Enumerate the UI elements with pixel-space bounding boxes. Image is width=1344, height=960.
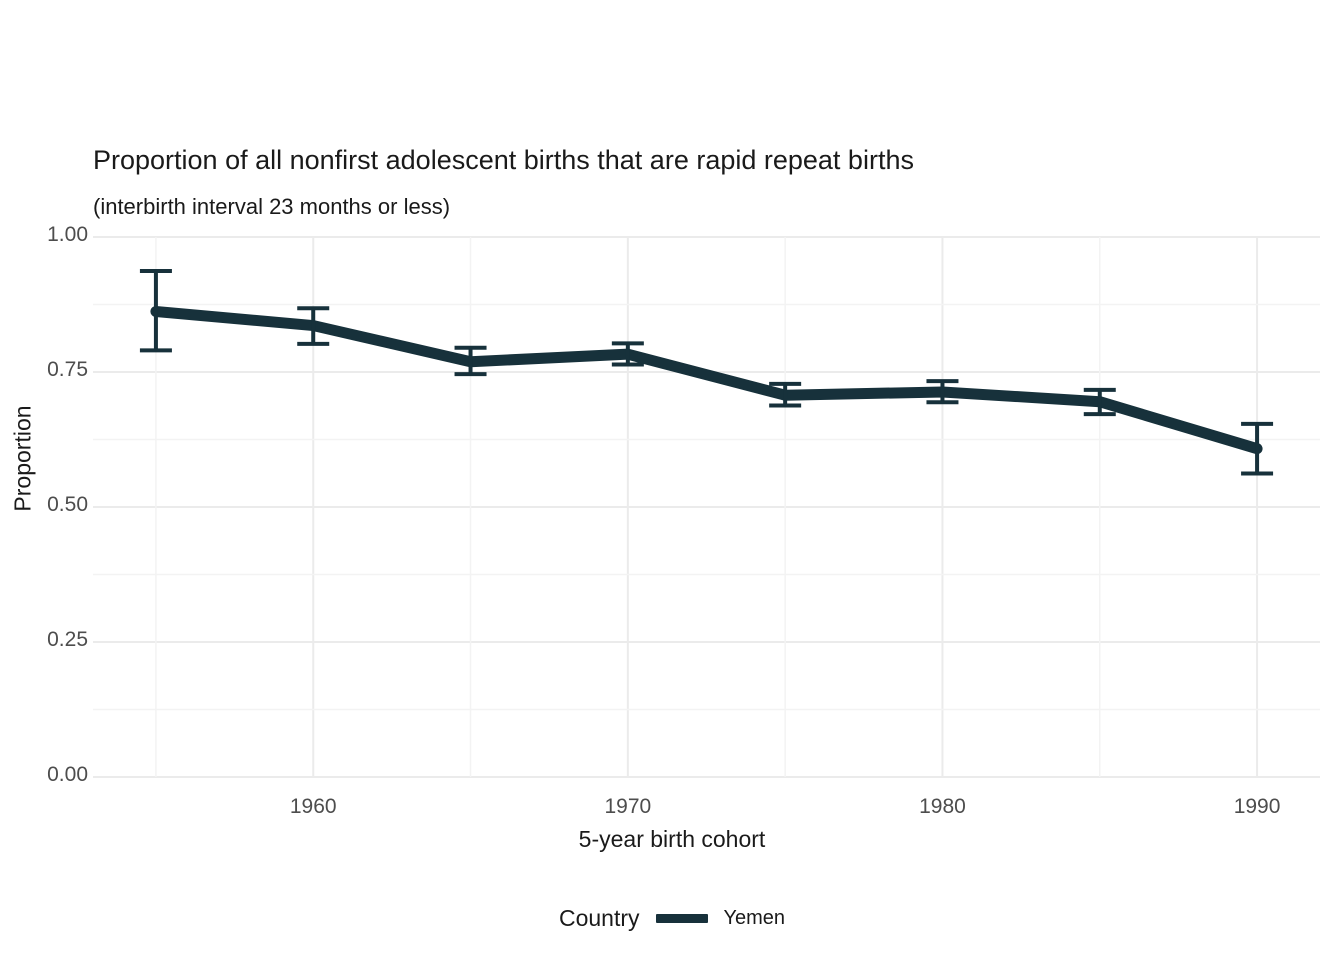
legend-key-yemen xyxy=(656,914,708,923)
y-tick-label: 0.00 xyxy=(47,763,88,786)
chart-subtitle: (interbirth interval 23 months or less) xyxy=(93,194,451,219)
x-tick-label: 1970 xyxy=(604,795,652,818)
y-tick-label: 0.50 xyxy=(47,493,88,516)
y-axis-label: Proportion xyxy=(9,405,36,512)
x-tick-label: 1980 xyxy=(919,795,966,818)
x-axis-label: 5-year birth cohort xyxy=(578,826,766,852)
legend-label-yemen: Yemen xyxy=(723,907,786,929)
chart-title: Proportion of all nonfirst adolescent births that are rapid repeat births xyxy=(93,145,914,175)
chart-legend xyxy=(0,905,1344,932)
y-tick-label: 0.75 xyxy=(47,358,88,381)
legend-title: Country xyxy=(558,905,640,931)
y-tick-label: 1.00 xyxy=(47,223,88,246)
x-tick-label: 1960 xyxy=(289,795,337,818)
y-tick-label: 0.25 xyxy=(47,628,88,651)
x-tick-label: 1990 xyxy=(1233,795,1281,818)
